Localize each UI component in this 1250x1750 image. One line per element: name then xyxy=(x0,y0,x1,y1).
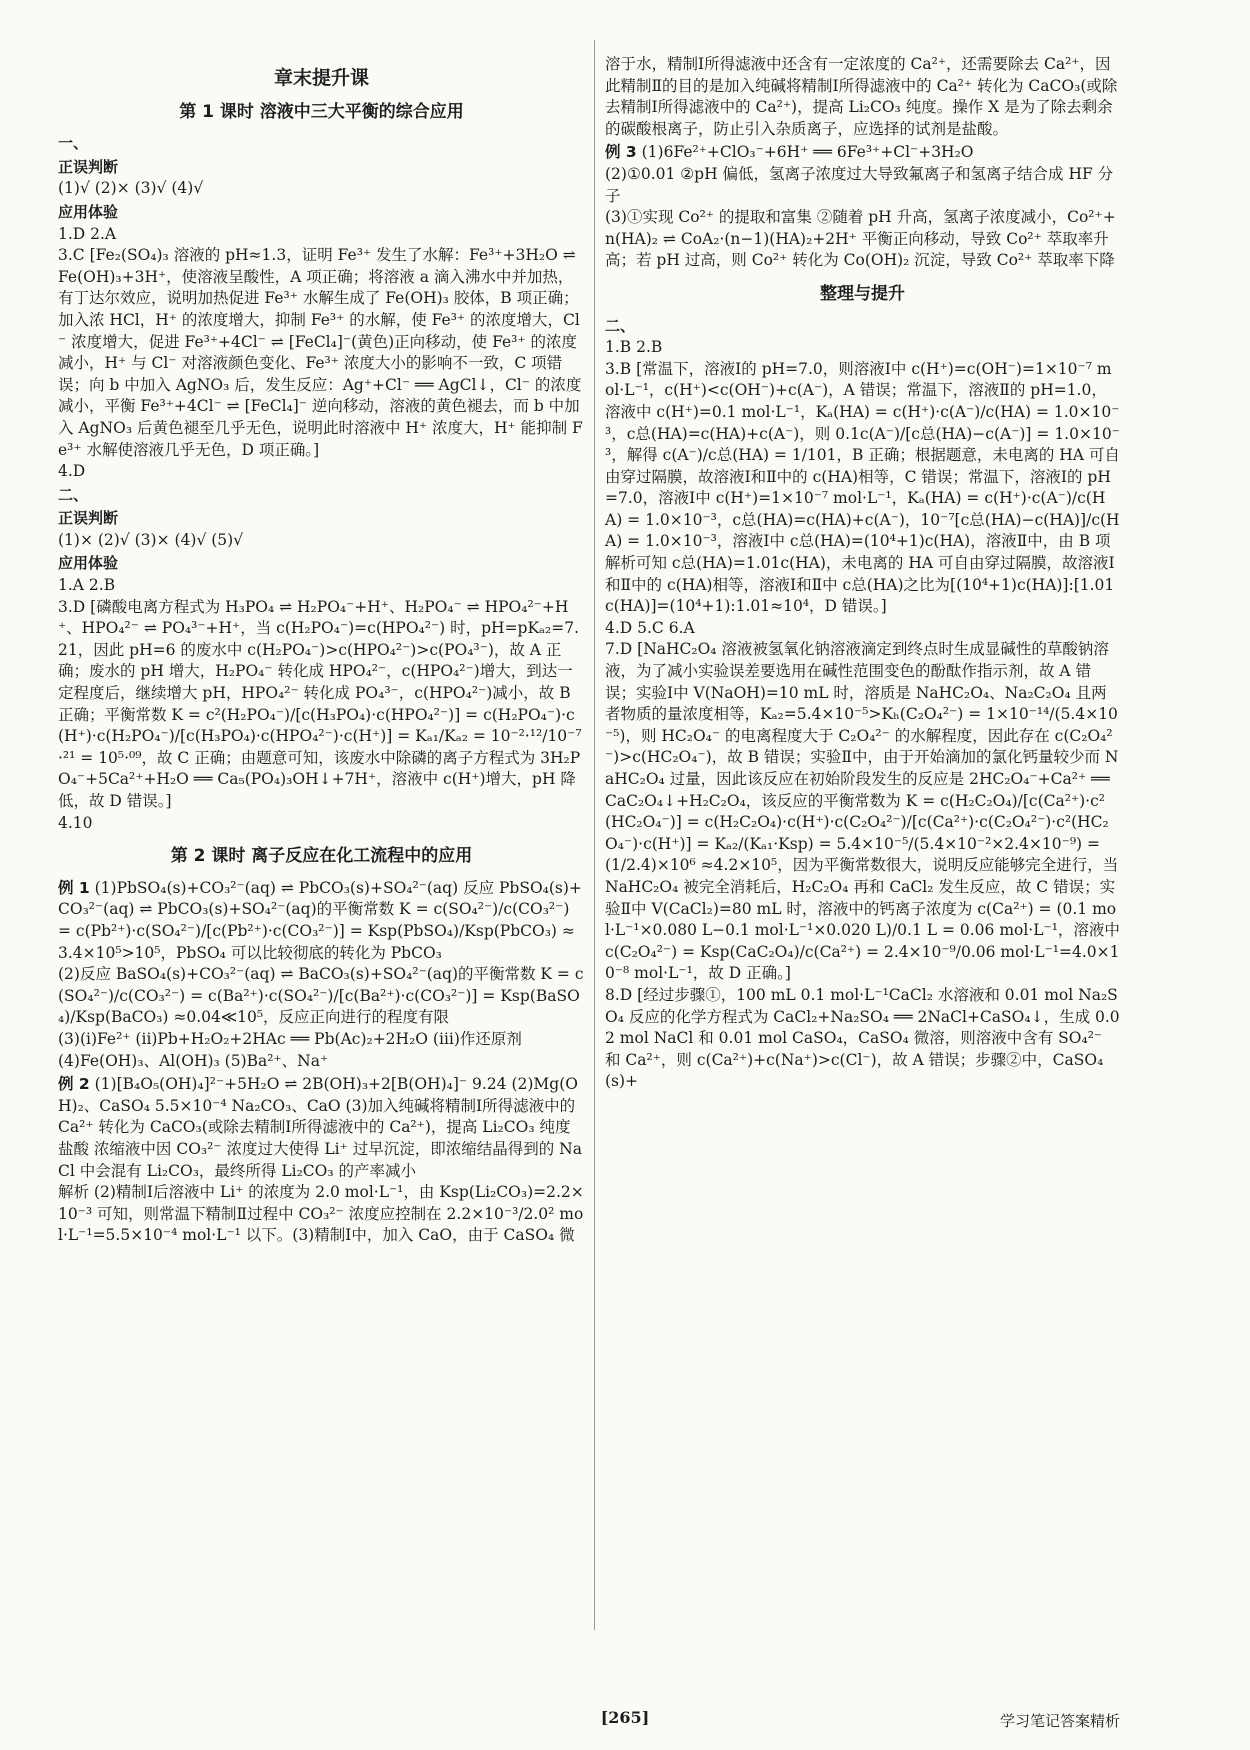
example-line: (2)①0.01 ②pH 偏低，氢离子浓度过大导致氟离子和氢离子结合成 HF 分子 xyxy=(605,164,1114,205)
page-number: [265] xyxy=(600,1708,650,1727)
example-line: (2)反应 BaSO₄(s)+CO₃²⁻(aq) ⇌ BaCO₃(s)+SO₄²⁻(aq)的平衡常数 K = c(SO₄²⁻)/c(CO₃²⁻) = c(Ba²⁺)·c(SO₄²⁻)/[c(Ba²⁺)·c(CO₃²⁻)] = Ksp(BaSO₄)/Ksp(BaCO₃) ≈0.04≪10⁵，反应正向进行的程度有限 xyxy=(58,965,584,1027)
example-2 xyxy=(58,1074,585,1247)
answer-line: 3.B [常温下，溶液Ⅰ的 pH=7.0，则溶液Ⅰ中 c(H⁺)=c(OH⁻)=1×10⁻⁷ mol·L⁻¹，c(H⁺)<c(OH⁻)+c(A⁻)，A 错误；常温下，溶液Ⅱ的 pH=1.0，溶液中 c(H⁺)=0.1 mol·L⁻¹，Kₐ(HA) = c(H⁺)·c(A⁻)/c(HA) = 1.0×10⁻³，c总(HA)=c(HA)+c(A⁻)，则 0.1c(A⁻)/[c总(HA)−c(A⁻)] = 1.0×10⁻³，解得 c(A⁻)/c总(HA) = 1/101，B 正确；根据题意，未电离的 HA 可自由穿过隔膜，故溶液Ⅰ和Ⅱ中的 c(HA)相等，C 错误；常温下，溶液Ⅰ的 pH=7.0，溶液Ⅰ中 c(H⁺)=1×10⁻⁷ mol·L⁻¹，Kₐ(HA) = c(H⁺)·c(A⁻)/c(HA) = 1.0×10⁻³，c总(HA)=c(HA)+c(A⁻)，10⁻⁷[c总(HA)−c(HA)]/c(HA) = 1.0×10⁻³，溶液Ⅰ中 c总(HA)=(10⁴+1)c(HA)，溶液Ⅱ中，由 B 项解析可知 c总(HA)=1.01c(HA)，未电离的 HA 可自由穿过隔膜，故溶液Ⅰ和Ⅱ中的 c(HA)相等，溶液Ⅰ和Ⅱ中 c总(HA)之比为[(10⁴+1)c(HA)]:[1.01c(HA)]=(10⁴+1):1.01≈10⁴，D 错误。] xyxy=(605,359,1120,616)
answer-line: 4.D 5.C 6.A xyxy=(605,618,695,637)
right-column xyxy=(605,54,1120,1093)
example-3 xyxy=(605,142,1120,272)
part2-num: 二、 xyxy=(58,485,89,504)
example-label: 例 3 xyxy=(605,143,637,162)
section-part1 xyxy=(58,133,585,483)
answer-line: 1.B 2.B xyxy=(605,338,663,357)
part2-apply-heading: 应用体验 xyxy=(58,554,119,573)
section-part2 xyxy=(58,485,585,835)
example-analysis: 解析 (2)精制Ⅰ后溶液中 Li⁺ 的浓度为 2.0 mol·L⁻¹，由 Ksp(Li₂CO₃)=2.2×10⁻³ 可知，则常温下精制Ⅱ过程中 CO₃²⁻ 浓度应控制在 2.2×10⁻³/2.0² mol·L⁻¹=5.5×10⁻⁴ mol·L⁻¹ 以下。(3)精制Ⅰ中，加入 CaO，由于 CaSO₄ 微 xyxy=(58,1183,584,1245)
example-line: (3)(ⅰ)Fe²⁺ (ⅱ)Pb+H₂O₂+2HAc ══ Pb(Ac)₂+2H₂O (ⅲ)作还原剂 xyxy=(58,1029,522,1048)
answer-line: 3.C [Fe₂(SO₄)₃ 溶液的 pH≈1.3，证明 Fe³⁺ 发生了水解：Fe³⁺+3H₂O ⇌ Fe(OH)₃+3H⁺，使溶液呈酸性，A 项正确；将溶液 a 滴入沸水中并加热，有丁达尔效应，说明加热促进 Fe³⁺ 水解生成了 Fe(OH)₃ 胶体，B 项正确；加入浓 HCl，H⁺ 的浓度增大，抑制 Fe³⁺ 的水解，使 Fe³⁺ 的浓度增大，Cl⁻ 浓度增大，促进 Fe³⁺+4Cl⁻ ⇌ [FeCl₄]⁻(黄色)正向移动，使 Fe³⁺ 的浓度减小，H⁺ 与 Cl⁻ 对溶液颜色变化、Fe³⁺ 浓度大小的影响不一致，C 项错误；向 b 中加入 AgNO₃ 后，发生反应：Ag⁺+Cl⁻ ══ AgCl↓，Cl⁻ 的浓度减小，平衡 Fe³⁺+4Cl⁻ ⇌ [FeCl₄]⁻ 逆向移动，溶液的黄色褪去，而 b 中加入 AgNO₃ 后黄色褪至几乎无色，说明此时溶液中 H⁺ 浓度大，H⁺ 能抑制 Fe³⁺ 水解使溶液几乎无色，D 项正确。] xyxy=(58,246,583,459)
example-line xyxy=(58,1074,585,1182)
answer-line: 7.D [NaHC₂O₄ 溶液被氢氧化钠溶液滴定到终点时生成显碱性的草酸钠溶液，为了减小实验误差要选用在碱性范围变色的酚酞作指示剂，故 A 错误；实验Ⅰ中 V(NaOH)=10 mL 时，溶质是 NaHC₂O₄、Na₂C₂O₄ 且两者物质的量浓度相等，Kₐ₂=5.4×10⁻⁵>Kₕ(C₂O₄²⁻) = 1×10⁻¹⁴/(5.4×10⁻⁵)，则 HC₂O₄⁻ 的电离程度大于 C₂O₄²⁻ 的水解程度，因此存在 c(C₂O₄²⁻)>c(HC₂O₄⁻)，故 B 错误；实验Ⅱ中，由于开始滴加的氯化钙量较少而 NaHC₂O₄ 过量，因此该反应在初始阶段发生的反应是 2HC₂O₄⁻+Ca²⁺ ══ CaC₂O₄↓+H₂C₂O₄，该反应的平衡常数为 K = c(H₂C₂O₄)/[c(Ca²⁺)·c²(HC₂O₄⁻)] = c(H₂C₂O₄)·c(H⁺)·c(C₂O₄²⁻)/[c(Ca²⁺)·c(C₂O₄²⁻)·c²(HC₂O₄⁻)·c(H⁺)] = Kₐ₂/(Kₐ₁·Ksp) = 5.4×10⁻⁵/(5.4×10⁻²×2.4×10⁻⁹) = (1/2.4)×10⁶ ≈4.2×10⁵，因为平衡常数很大，说明反应能够完全进行，当 NaHC₂O₄ 被完全消耗后，H₂C₂O₄ 再和 CaCl₂ 发生反应，故 C 错误；实验Ⅱ中 V(CaCl₂)=80 mL 时，溶液中的钙离子浓度为 c(Ca²⁺) = (0.1 mol·L⁻¹×0.080 L−0.1 mol·L⁻¹×0.020 L)/0.1 L = 0.06 mol·L⁻¹，溶液中 c(C₂O₄²⁻) = Ksp(CaC₂O₄)/c(Ca²⁺) = 2.4×10⁻⁹/0.06 mol·L⁻¹=4.0×10⁻⁸ mol·L⁻¹，故 D 正确。] xyxy=(605,640,1120,983)
left-column xyxy=(58,40,585,1247)
part1-apply-heading: 应用体验 xyxy=(58,202,119,221)
answer-line: 3.D [磷酸电离方程式为 H₃PO₄ ⇌ H₂PO₄⁻+H⁺、H₂PO₄⁻ ⇌ HPO₄²⁻+H⁺、HPO₄²⁻ ⇌ PO₄³⁻+H⁺，当 c(H₂PO₄⁻)=c(HPO₄²⁻) 时，pH=pKₐ₂=7.21，因此 pH=6 的废水中 c(H₂PO₄⁻)>c(HPO₄²⁻)>c(PO₄³⁻)，故 A 正确；废水的 pH 增大，H₂PO₄⁻ 转化成 HPO₄²⁻，c(HPO₄²⁻)增大，到达一定程度后，继续增大 pH，HPO₄²⁻ 转化成 PO₄³⁻，c(HPO₄²⁻)减小，故 B 正确；平衡常数 K = c²(H₂PO₄⁻)/[c(H₃PO₄)·c(HPO₄²⁻)] = c(H₂PO₄⁻)·c(H⁺)·c(H₂PO₄⁻)/[c(H₃PO₄)·c(HPO₄²⁻)·c(H⁺)] = Kₐ₁/Kₐ₂ = 10⁻²·¹²/10⁻⁷·²¹ = 10⁵·⁰⁹，故 C 正确；由题意可知，该废水中除磷的离子方程式为 3H₂PO₄⁻+5Ca²⁺+H₂O ══ Ca₅(PO₄)₃OH↓+7H⁺，溶液中 c(H⁺)增大，pH 降低，故 D 错误。] xyxy=(58,597,582,810)
chapter-title: 章末提升课 xyxy=(273,67,369,89)
example-1 xyxy=(58,878,585,1072)
example-line xyxy=(605,142,1120,164)
example-label: 例 1 xyxy=(58,878,90,897)
answer-line: 8.D [经过步骤①，100 mL 0.1 mol·L⁻¹CaCl₂ 水溶液和 0.01 mol Na₂SO₄ 反应的化学方程式为 CaCl₂+Na₂SO₄ ══ 2NaCl+CaSO₄↓，生成 0.02 mol NaCl 和 0.01 mol CaSO₄，CaSO₄ 微溶，则溶液中含有 SO₄²⁻ 和 Ca²⁺，则 c(Ca²⁺)+c(Na⁺)>c(Cl⁻)，故 A 错误；步骤②中，CaSO₄(s)+ xyxy=(605,985,1120,1091)
example-text: (1)6Fe²⁺+ClO₃⁻+6H⁺ ══ 6Fe³⁺+Cl⁻+3H₂O xyxy=(641,143,974,162)
part1-num: 一、 xyxy=(58,134,89,153)
answer-line: 4.10 xyxy=(58,813,93,832)
example-text: (1)[B₄O₅(OH)₄]²⁻+5H₂O ⇌ 2B(OH)₃+2[B(OH)₄]⁻ 9.24 (2)Mg(OH)₂、CaSO₄ 5.5×10⁻⁴ Na₂CO₃、CaO (3)加入纯碱将精制Ⅰ所得滤液中的 Ca²⁺ 转化为 CaCO₃(或除去精制Ⅰ所得滤液中的 Ca²⁺)，提高 Li₂CO₃ 纯度 盐酸 浓缩液中因 CO₃²⁻ 浓度过大使得 Li⁺ 过早沉淀，即浓缩结晶得到的 NaCl 中会混有 Li₂CO₃，最终所得 Li₂CO₃ 的产率减小 xyxy=(58,1075,582,1180)
example-line xyxy=(58,878,585,964)
book-label: 学习笔记答案精析 xyxy=(999,1712,1120,1730)
summary-title: 整理与提升 xyxy=(820,283,905,304)
answer-line: 1.D 2.A xyxy=(58,224,117,243)
lesson2-title: 第 2 课时 离子反应在化工流程中的应用 xyxy=(170,846,473,867)
example-line: (4)Fe(OH)₃、Al(OH)₃ (5)Ba²⁺、Na⁺ xyxy=(58,1051,329,1070)
part1-judge-heading: 正误判断 xyxy=(58,157,119,176)
example-text: (1)PbSO₄(s)+CO₃²⁻(aq) ⇌ PbCO₃(s)+SO₄²⁻(aq) 反应 PbSO₄(s)+CO₃²⁻(aq) ⇌ PbCO₃(s)+SO₄²⁻(aq)的平衡常数 K = c(SO₄²⁻)/c(CO₃²⁻) = c(Pb²⁺)·c(SO₄²⁻)/[c(Pb²⁺)·c(CO₃²⁻)] = Ksp(PbSO₄)/Ksp(PbCO₃) ≈3.4×10⁵>10⁵，PbSO₄ 可以比较彻底的转化为 PbCO₃ xyxy=(58,878,582,962)
example-label: 例 2 xyxy=(58,1075,90,1094)
lesson1-title: 第 1 课时 溶液中三大平衡的综合应用 xyxy=(179,101,464,122)
part1-judge-answers: (1)√ (2)× (3)√ (4)√ xyxy=(58,179,204,198)
column-divider xyxy=(594,40,595,1630)
example-line: (3)①实现 Co²⁺ 的提取和富集 ②随着 pH 升高，氢离子浓度减小，Co²⁺+n(HA)₂ ⇌ CoA₂·(n−1)(HA)₂+2H⁺ 平衡正向移动，导致 Co²⁺ 萃取率升高；若 pH 过高，则 Co²⁺ 转化为 Co(OH)₂ 沉淀，导致 Co²⁺ 萃取率下降 xyxy=(605,208,1116,270)
answer-line: 1.A 2.B xyxy=(58,576,116,595)
summary-part2-num: 二、 xyxy=(605,316,636,335)
continued-text: 溶于水，精制Ⅰ所得滤液中还含有一定浓度的 Ca²⁺，还需要除去 Ca²⁺，因此精制Ⅱ的目的是加入纯碱将精制Ⅰ所得滤液中的 Ca²⁺ 转化为 CaCO₃(或除去精制Ⅰ所得滤液中的 Ca²⁺)，提高 Li₂CO₃ 纯度。操作 X 是为了除去剩余的碳酸根离子，防止引入杂质离子，应选择的试剂是盐酸。 xyxy=(605,55,1118,138)
part2-judge-answers: (1)× (2)√ (3)× (4)√ (5)√ xyxy=(58,530,244,549)
part2-judge-heading: 正误判断 xyxy=(58,509,119,528)
answer-line: 4.D xyxy=(58,462,86,481)
